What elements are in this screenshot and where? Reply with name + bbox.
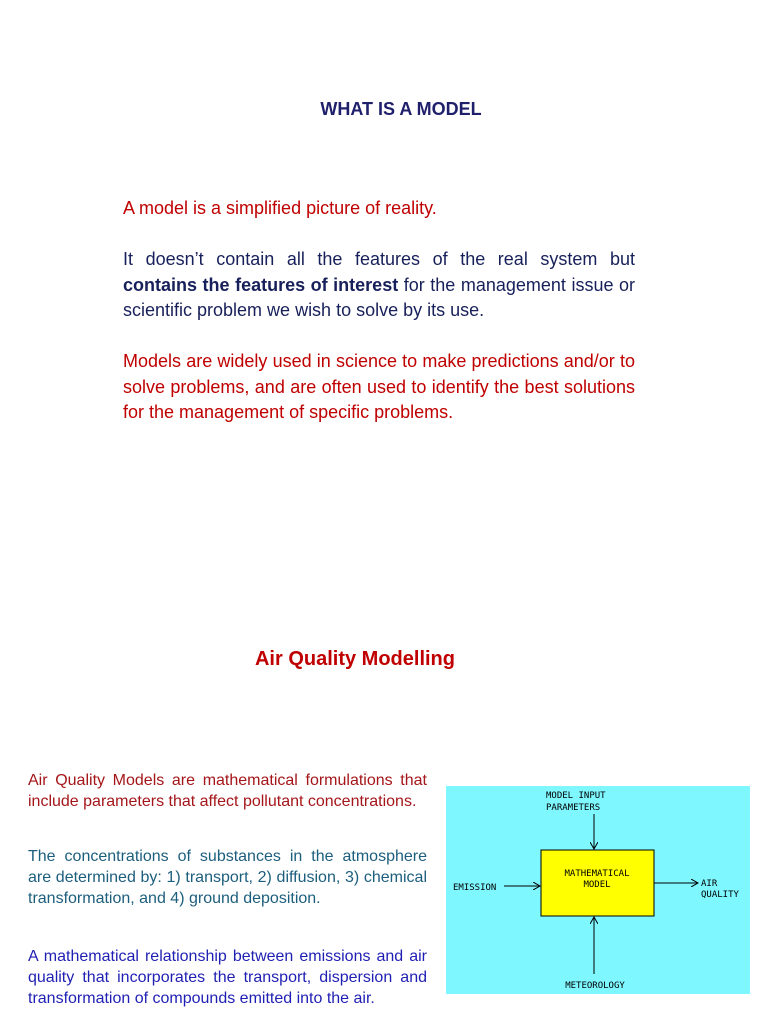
output-label-line2: QUALITY: [701, 890, 739, 900]
model-usage-paragraph: Models are widely used in science to make predictions and/or to solve problems, and are often used to identify the best solutions for the management of specific problems.: [123, 351, 635, 422]
model-features-suffix: for the management issue or scientific problem we wish to solve by its use.: [123, 274, 635, 320]
aq-concentrations-paragraph: The concentrations of substances in the atmosphere are determined by: 1) transport, 2) diffusion, 3) chemical transformation, and 4) ground deposition.: [28, 848, 427, 907]
meteorology-label: METEOROLOGY: [565, 981, 625, 991]
model-features-paragraph: [123, 247, 635, 324]
slide1-title: WHAT IS A MODEL: [320, 99, 482, 119]
input-label-line2: PARAMETERS: [546, 803, 601, 813]
output-label-line1: AIR: [701, 879, 718, 889]
input-label-line1: MODEL INPUT: [546, 791, 606, 801]
model-diagram: [446, 786, 750, 994]
slide2-title: Air Quality Modelling: [254, 648, 455, 670]
model-diagram-svg: [446, 786, 750, 994]
model-box-line2: MODEL: [583, 880, 611, 890]
aq-models-definition: Air Quality Models are mathematical formulations that include parameters that affect pollutant concentrations.: [28, 772, 427, 810]
model-definition-text: A model is a simplified picture of reality.: [123, 198, 437, 218]
model-features-prefix: It doesn’t contain all the features of the real system but: [123, 249, 635, 269]
aq-relationship-paragraph: A mathematical relationship between emissions and air quality that incorporates the transport, dispersion and transformation of compounds emitted into the air.: [28, 948, 427, 1007]
emission-label: EMISSION: [453, 883, 497, 893]
model-features-bold: contains the features of interest: [123, 274, 399, 295]
model-box-line1: MATHEMATICAL: [564, 869, 630, 879]
